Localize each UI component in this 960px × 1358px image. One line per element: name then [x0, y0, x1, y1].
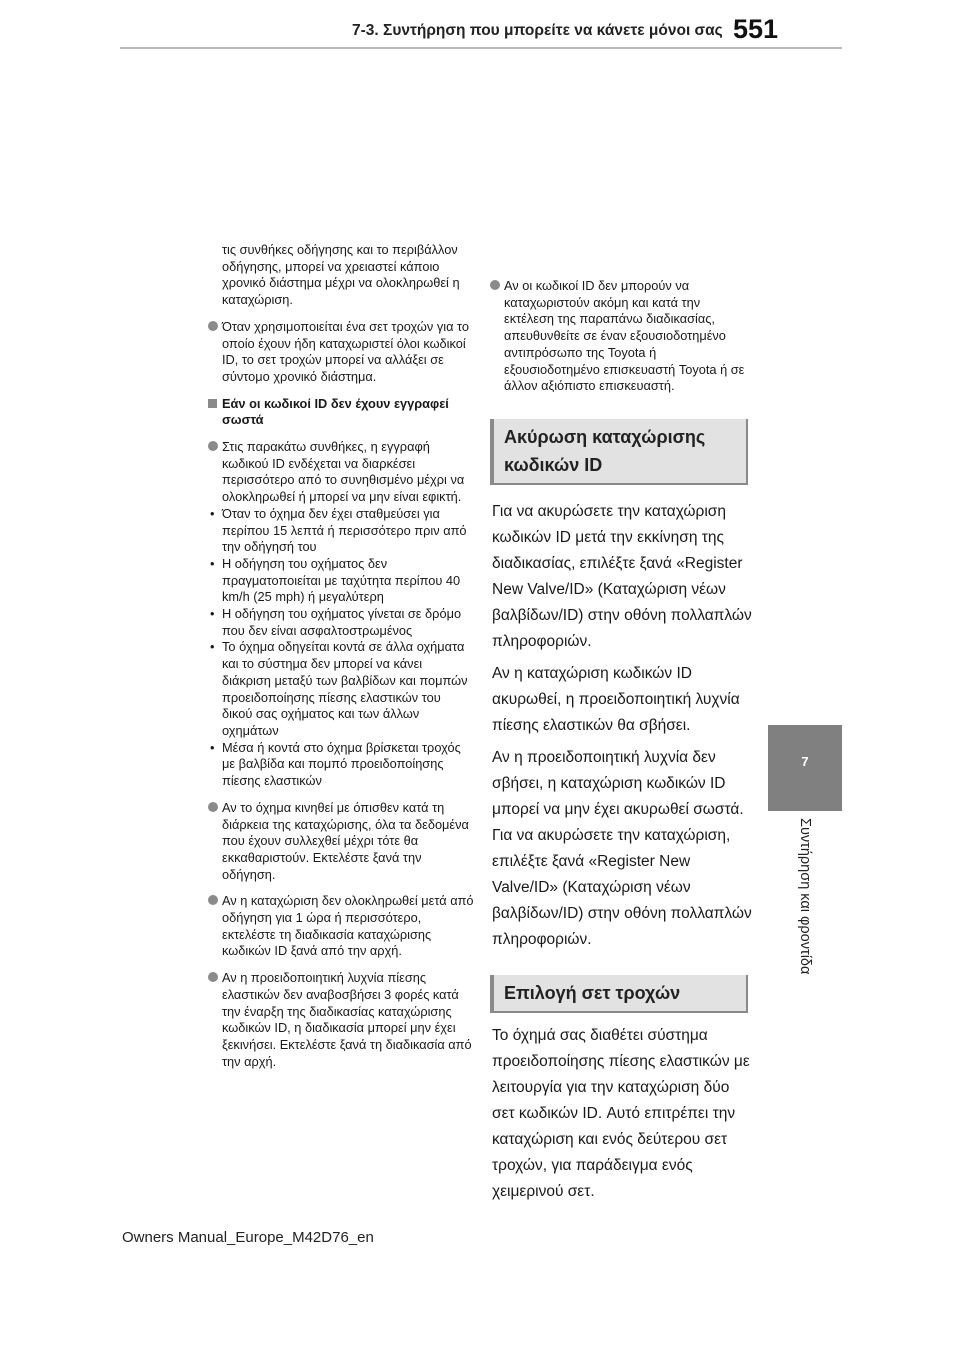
section-heading-text: Ακύρωση καταχώρισης κωδικών ID	[504, 426, 706, 475]
section-header-title: 7-3. Συντήρηση που μπορείτε να κάνετε μόνοι σας	[352, 22, 723, 39]
body-paragraph: Το όχημά σας διαθέτει σύστημα προειδοποίησης πίεσης ελαστικών με λειτουργία για την καταχώριση δύο σετ κωδικών ID. Αυτό επιτρέπει την καταχώριση και ενός δεύτερου σετ τροχών, για παράδειγμα ενός χειμερινού σετ.	[492, 1026, 750, 1200]
body-paragraph: Για να ακυρώσετε την καταχώριση κωδικών ID μετά την εκκίνηση της διαδικασίας, επιλέξτε ξανά «Register New Valve/ID» (Καταχώριση νέων βαλβίδων/ID) στην οθόνη πολλαπλών πληροφοριών.	[492, 502, 752, 650]
chapter-number: 7	[801, 754, 809, 769]
chapter-title: Συντήρηση και φροντίδα	[797, 818, 813, 975]
bullet-dot-icon	[490, 280, 500, 290]
body-paragraph: Αν η καταχώριση κωδικών ID ακυρωθεί, η προειδοποιητική λυχνία πίεσης ελαστικών θα σβήσει.	[492, 664, 740, 734]
bullet-text: Αν το όχημα κινηθεί με όπισθεν κατά τη διάρκεια της καταχώρισης, όλα τα δεδομένα που έχουν συλλεχθεί μέχρι τότε θα εκκαθαριστούν. Εκτελέστε ξανά την οδήγηση.	[222, 799, 469, 882]
bullet-item	[490, 278, 752, 395]
section-heading-text: Επιλογή σετ τροχών	[504, 982, 681, 1003]
page-number: 551	[733, 14, 779, 44]
chapter-tab	[768, 725, 842, 811]
bullet-text: Αν η καταχώριση δεν ολοκληρωθεί μετά από οδήγηση για 1 ώρα ή περισσότερο, εκτελέστε τη διαδικασία καταχώρισης κωδικών ID ξανά από την αρχή.	[222, 893, 474, 959]
square-marker-icon	[208, 399, 217, 408]
bullet-dot-icon	[208, 802, 218, 812]
bullet-text: Στις παρακάτω συνθήκες, η εγγραφή κωδικού ID ενδέχεται να διαρκέσει περισσότερο από το συνηθισμένο μέχρι να ολοκληρωθεί ή μπορεί να μην είναι εφικτή.	[222, 439, 465, 505]
header-rule	[120, 47, 842, 49]
condition-item: • Μέσα ή κοντά στο όχημα βρίσκεται τροχός με βαλβίδα και πομπό προειδοποίησης πίεσης ελαστικών	[208, 740, 474, 790]
bullet-item	[208, 893, 474, 960]
condition-item: • Όταν το όχημα δεν έχει σταθμεύσει για περίπου 15 λεπτά ή περισσότερο πριν από την οδήγησή του	[208, 506, 474, 556]
bullet-item	[208, 319, 474, 386]
bullet-dot-icon	[208, 895, 218, 905]
subheading	[208, 396, 474, 429]
condition-item: • Το όχημα οδηγείται κοντά σε άλλα οχήματα και το σύστημα δεν μπορεί να κάνει διάκριση μεταξύ των βαλβίδων και πομπών προειδοποίησης πίεσης ελαστικών του δικού σας οχήματος και των άλλων οχημάτων	[208, 639, 474, 739]
section-heading-cancel-registration	[490, 419, 748, 485]
right-column	[490, 278, 752, 1211]
bullet-dot-icon	[208, 441, 218, 451]
bullet-text: Αν η προειδοποιητική λυχνία πίεσης ελαστικών δεν αναβοσβήσει 3 φορές κατά την έναρξη της διαδικασίας καταχώρισης κωδικών ID, η διαδικασία μπορεί μην έχει ξεκινήσει. Εκτελέστε ξανά τη διαδικασία από την αρχή.	[222, 970, 472, 1069]
bullet-dot-icon	[208, 321, 218, 331]
bullet-text: Όταν χρησιμοποιείται ένα σετ τροχών για το οποίο έχουν ήδη καταχωριστεί όλοι κωδικοί ID, το σετ τροχών μπορεί να αλλάξει σε σύντομο χρονικό διάστημα.	[222, 318, 470, 384]
bullet-item	[208, 970, 474, 1070]
section-heading-wheel-set-selection	[490, 975, 748, 1013]
bullet-text: Αν οι κωδικοί ID δεν μπορούν να καταχωριστούν ακόμη και κατά την εκτέλεση της παραπάνω διαδικασίας, απευθυνθείτε σε έναν εξουσιοδοτημένο αντιπρόσωπο της Toyota ή εξουσιοδοτημένο επισκευαστή Toyota ή σε άλλον αξιόπιστο επισκευαστή.	[504, 278, 745, 394]
body-paragraph: Αν η προειδοποιητική λυχνία δεν σβήσει, η καταχώριση κωδικών ID μπορεί να μην έχει ακυρωθεί σωστά. Για να ακυρώσετε την καταχώριση, επιλέξτε ξανά «Register New Valve/ID» (Καταχώριση νέων βαλβίδων/ID) στην οθόνη πολλαπλών πληροφοριών.	[492, 748, 752, 948]
condition-item: • Η οδήγηση του οχήματος γίνεται σε δρόμο που δεν είναι ασφαλτοστρωμένος	[208, 606, 474, 639]
footer-document-id: Owners Manual_Europe_M42D76_en	[122, 1229, 374, 1246]
subheading-text: Εάν οι κωδικοί ID δεν έχουν εγγραφεί σωστά	[222, 395, 449, 428]
left-column	[208, 242, 474, 1080]
bullet-dot-icon	[208, 972, 218, 982]
continuation-paragraph: τις συνθήκες οδήγησης και το περιβάλλον οδήγησης, μπορεί να χρειαστεί κάποιο χρονικό διάστημα μέχρι να ολοκληρωθεί η καταχώριση.	[222, 242, 460, 308]
bullet-item	[208, 439, 474, 506]
condition-item: • Η οδήγηση του οχήματος δεν πραγματοποιείται με ταχύτητα περίπου 40 km/h (25 mph) ή μεγαλύτερη	[208, 556, 474, 606]
conditions-list	[208, 506, 474, 790]
bullet-item	[208, 800, 474, 884]
